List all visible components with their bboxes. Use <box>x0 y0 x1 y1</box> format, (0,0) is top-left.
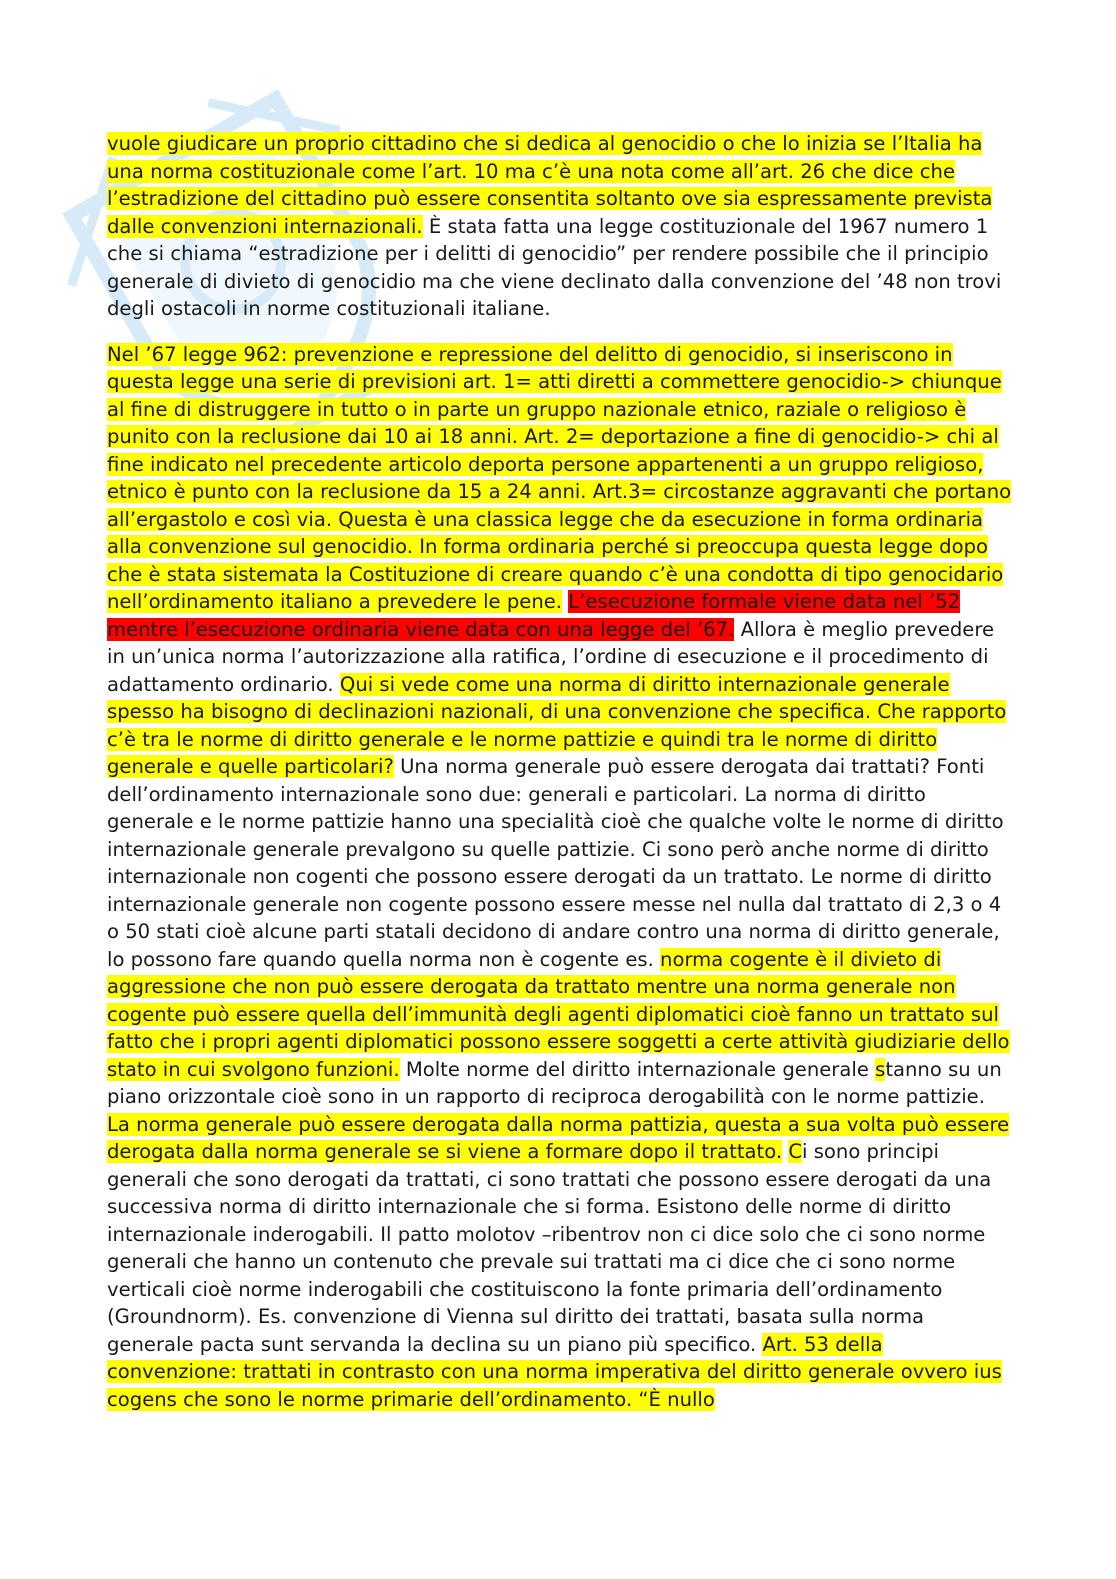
body-text: tanno su un piano orizzontale cioè sono in un rapporto di reciproca derogabilità con le norme pattizie. <box>107 1057 1002 1108</box>
highlighted-text-yellow: s <box>875 1057 886 1081</box>
document-body <box>107 130 1012 1413</box>
highlighted-text-yellow: vuole giudicare un proprio cittadino che si dedica al genocidio o che lo inizia se l’Italia ha una norma costituzionale come l’art. 10 ma c’è una nota come all’art. 26 che dice che l’estradizione del cittadino può essere consentita soltanto ove sia espressamente prevista dalle convenzioni internazionali. <box>107 132 993 238</box>
highlighted-text-yellow: Art. 53 della convenzione: trattati in contrasto con una norma imperativa del diritto generale ovvero ius cogens che sono le norme primarie dell’ordinamento. “È nullo <box>107 1332 1002 1411</box>
body-text: Allora è meglio prevedere in un’unica norma l’autorizzazione alla ratifica, l’ordine di esecuzione e il procedimento di adattamento ordinario. <box>107 617 995 696</box>
highlighted-text-yellow: norma cogente è il divieto di aggressione che non può essere derogata da trattato mentre una norma generale non cogente può essere quella dell’immunità degli agenti diplomatici cioè fanno un trattato sul fatto che i propri agenti diplomatici possono essere soggetti a certe attività giudiziarie dello stato in cui svolgono funzioni. <box>107 947 1010 1081</box>
body-text: È stata fatta una legge costituzionale del 1967 numero 1 che si chiama “estradizione per i delitti di genocidio” per rendere possibile che il principio generale di divieto di genocidio ma che viene declinato dalla convenzione del ’48 non trovi degli ostacoli in norme costituzionali italiane. <box>107 214 1002 320</box>
body-text: i sono principi generali che sono derogati da trattati, ci sono trattati che possono essere derogati da una successiva norma di diritto internazionale che si forma. Esistono delle norme di diritto internazionale inderogabili. Il patto molotov –ribentrov non ci dice solo che ci sono norme generali che hanno un contenuto che prevale sui trattati ma ci dice che ci sono norme verticali cioè norme inderogabili che costituiscono la fonte primaria dell’ordinamento (Groundnorm). Es. convenzione di Vienna sul diritto dei trattati, basata sulla norma generale pacta sunt servanda la declina su un piano più specifico. <box>107 1140 992 1356</box>
body-text <box>334 673 340 696</box>
body-text: Una norma generale può essere derogata dai trattati? Fonti dell’ordinamento internazionale sono due: generali e particolari. La norma di diritto generale e le norme pattizie hanno una specialità cioè che qualche volte le norme di diritto internazionale generale prevalgono su quelle pattizie. Ci sono però anche norme di diritto internazionale non cogenti che possono essere derogati da un trattato. Le norme di diritto internazionale generale non cogente possono essere messe nel nulla dal trattato di 2,3 o 4 o 50 stati cioè alcune parti statali decidono di andare contro una norma di diritto generale, lo possono fare quando quella norma non è cogente es. <box>107 755 1004 971</box>
highlighted-text-red: L’esecuzione formale viene data nel ’52 mentre l’esecuzione ordinaria viene data con una legge del ’67. <box>107 590 961 641</box>
highlighted-text-yellow: La norma generale può essere derogata dalla norma pattizia, questa a sua volta può essere derogata dalla norma generale se si viene a formare dopo il trattato. <box>107 1112 1010 1163</box>
highlighted-text-yellow: C <box>788 1140 803 1163</box>
paragraph <box>107 130 1012 323</box>
body-text: Molte norme del diritto internazionale generale <box>399 1057 876 1081</box>
highlighted-text-yellow: Nel ’67 legge 962: prevenzione e repressione del delitto di genocidio, si inseriscono in questa legge una serie di previsioni art. 1= atti diretti a commettere genocidio-> chiunque al fine di distruggere in tutto o in parte un gruppo nazionale etnico, raziale o religioso è punito con la reclusione dai 10 ai 18 anni. Art. 2= deportazione a fine di genocidio-> chi al fine indicato nel precedente articolo deporta persone appartenenti a un gruppo religioso, etnico è punto con la reclusione da 15 a 24 anni. Art.3= circostanze aggravanti che portano all’ergastolo e così via. Questa è una classica legge che da esecuzione in forma ordinaria alla convenzione sul genocidio. In forma ordinaria perché si preoccupa questa legge dopo che è stata sistemata la Costituzione di creare quando c’è una condotta di tipo genocidario nell’ordinamento italiano a prevedere le pene. <box>107 342 1012 613</box>
highlighted-text-yellow: Qui si vede come una norma di diritto internazionale generale spesso ha bisogno di declinazioni nazionali, di una convenzione che specifica. Che rapporto c’è tra le norme di diritto generale e le norme pattizie e quindi tra le norme di diritto generale e quelle particolari? <box>107 672 1007 778</box>
paragraph <box>107 341 1012 1414</box>
